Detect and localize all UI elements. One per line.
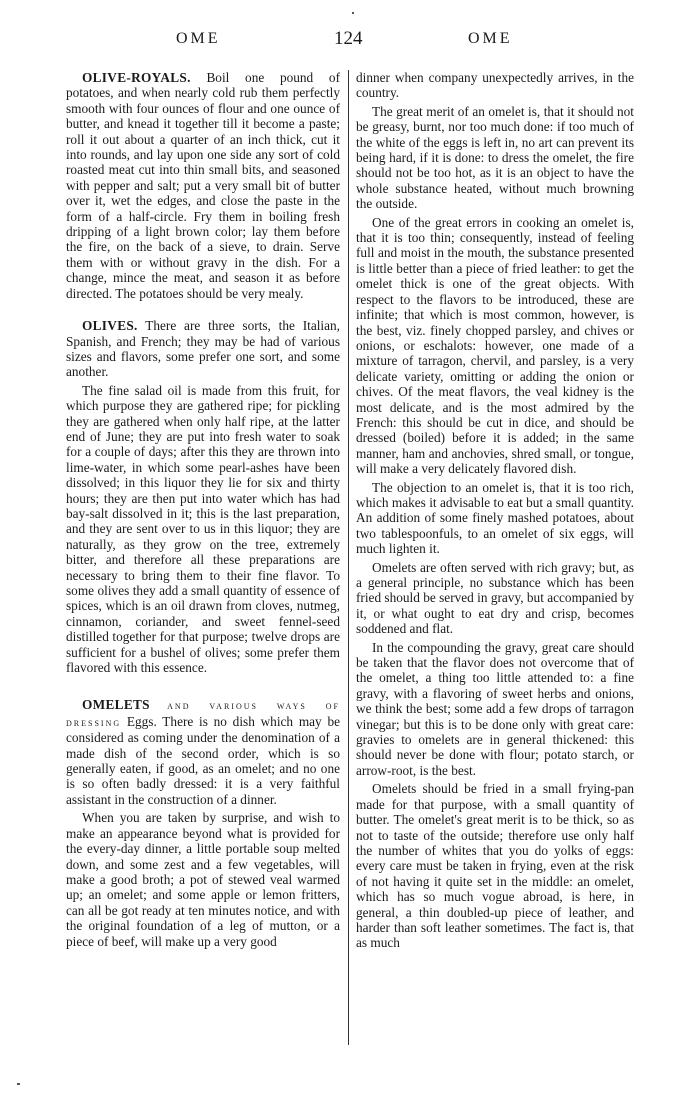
entry-heading-end: Eggs. (126, 713, 157, 729)
paragraph: The fine salad oil is made from this fruit, for which purpose they are gathered ripe; for pickling they are gathered when only half ripe, at the latter end of June; they are put into fresh water to soak for a couple of days; after this they are thrown into lime-water, in which some pearl-ashes have been dissolved; in this liquor they lie for six and thirty hours; they are then put into water which has had bay-salt dissolved in it; this is the last preparation, and they are sent over to us in this liquor; they are naturally, as they grow on the tree, extremely bitter, and therefore all these preparations are necessary to bring them to their fine flavor. To some olives they add a small quantity of essence of spices, which is an oil drawn from cloves, nutmeg, cinnamon, coriander, and sweet fennel-seed distilled together for that purpose; twelve drops are sufficient for a bushel of olives; some prefer them flavored with this essence. (66, 382, 340, 676)
entry-heading: OMELETS (82, 697, 150, 713)
paragraph: Omelets should be fried in a small frying-pan made for that purpose, with a small quantity of butter. The omelet's great merit is to be thick, so as not to taste of the outside; therefore use only half the number of whites that you do yolks of eggs: every care must be taken in frying, even at the risk of not having it quite set in the middle: an omelet, which has so much vogue abroad, is here, in general, a thin doubled-up piece of leather, and harder than soft leather sometimes. The fact is, that as much (356, 781, 634, 951)
paragraph: In the compounding the gravy, great care should be taken that the flavor does not overcome that of the omelet, a thing too little attended to: a fine gravy, with a flavoring of sweet herbs and onions, we think the best; some add a few drops of tarragon vinegar; but this is to be done only with great care: gravies to omelets are in general thickened: this should never be done with flour; potato starch, or arrow-root, is the best. (356, 639, 634, 778)
column-divider (348, 70, 349, 1045)
running-head-left: OME (176, 30, 221, 47)
right-column (356, 70, 634, 951)
paragraph: Omelets are often served with rich gravy; but, as a general principle, no substance which has been fried should be served in gravy, but accompanied by it, or what ought to eat dry and crisp, becomes soddened and flat. (356, 559, 634, 637)
entry-text: There is no dish which may be considered as coming under the denomination of a made dish of the second order, which is so generally eaten, if good, as an omelet; and no one is so often badly dressed: it is a very faithful assistant in the construction of a dinner. (66, 713, 340, 807)
paragraph: The objection to an omelet is, that it is too rich, which makes it advisable to eat but a small quantity. An addition of some finely mashed potatoes, about two tablespoonfuls, to an omelet of six eggs, will much lighten it. (356, 479, 634, 557)
running-head-right: OME (468, 30, 513, 47)
running-header (0, 30, 700, 54)
paragraph-continuation: dinner when company unexpectedly arrives, in the country. (356, 70, 634, 101)
entry-olives (66, 318, 340, 380)
print-speck (352, 12, 354, 14)
print-speck (17, 1083, 20, 1085)
paragraph: One of the great errors in cooking an omelet is, that it is too thin; consequently, instead of feeling full and moist in the mouth, the substance presented is little better than a piece of fried leather: to get the omelet thick is one of the great objects. With respect to the flavors to be introduced, these are infinite; that which is most common, however, is the best, viz. finely chopped parsley, and chives or onions, or eschalots: however, one made of a mixture of tarragon, chervil, and parsley, is a very delicate variety, omitting or adding the onion or chives. Of the meat flavors, the veal kidney is the most delicate, and is the most admired by the French: this should be cut in dice, and should be dressed (boiled) before it is added; in the same manner, ham and anchovies, shred small, or tongue, will make a very delicately flavored dish. (356, 214, 634, 477)
entry-omelets (66, 697, 340, 807)
paragraph: The great merit of an omelet is, that it should not be greasy, burnt, nor too much done: if too much of the white of the eggs is left in, no art can prevent its being hard, if it is done: to dress the omelet, the fire should not be too hot, as it is an object to have the whole substance heated, without much browning the outside. (356, 103, 634, 212)
entry-heading-smallcaps: and various ways of dressing (66, 698, 340, 729)
paragraph: When you are taken by surprise, and wish to make an appearance beyond what is provided for the every-day dinner, a little portable soup melted down, and some zest and a few vegetables, will make a good broth; a pot of stewed veal warmed up; an omelet; and some apple or lemon fritters, can all be got ready at ten minutes notice, and with the original foundation of a leg of mutton, or a piece of beef, will make up a very good (66, 810, 340, 949)
entry-text: There are three sorts, the Italian, Spanish, and French; they may be had of various sizes and flavors, some prefer one sort, and some another. (66, 318, 340, 380)
left-column (66, 70, 340, 949)
entry-olive-royals (66, 70, 340, 301)
entry-heading: OLIVE-ROYALS. (82, 70, 191, 85)
entry-heading: OLIVES. (82, 318, 138, 334)
page-number: 124 (334, 28, 363, 49)
entry-text: Boil one pound of potatoes, and when nearly cold rub them perfectly smooth with four ounces of flour and one ounce of butter, and knead it together till it become a paste; roll it out about a quarter of an inch thick, cut it into rounds, and lay upon one side any sort of cold roasted meat cut into thin small bits, and seasoned with pepper and salt; put a very small bit of butter over it, wet the edges, and close the paste in the form of a half-circle. Fry them in boiling fresh dripping of a light brown color; lay them before the fire, on the back of a sieve, to drain. Serve them with or without gravy in the dish. For a change, mince the meat, and season it as before directed. The potatoes should be very mealy. (66, 70, 340, 301)
